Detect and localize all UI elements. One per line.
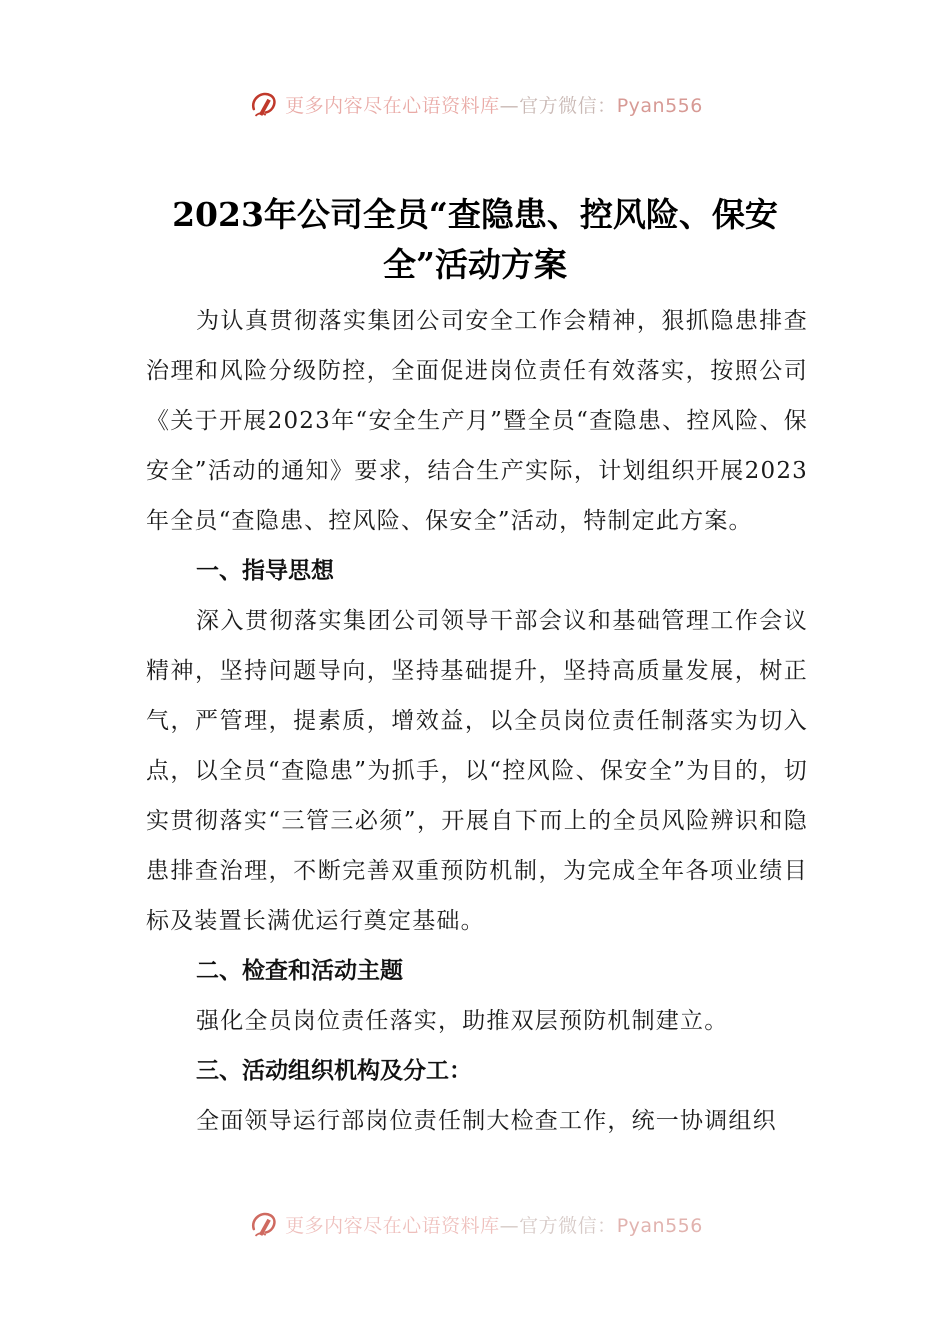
document-title-line-2: 全”活动方案 [383, 245, 567, 284]
watermark-wechat-label: —官方微信： [499, 1214, 617, 1237]
watermark-text [285, 91, 703, 118]
pen-nib-swirl-icon [247, 87, 281, 121]
section-body-theme: 强化全员岗位责任落实，助推双层预防机制建立。 [196, 1008, 729, 1034]
watermark-header [0, 84, 950, 124]
section-heading-organization: 三、活动组织机构及分工： [196, 1058, 472, 1084]
document-title [130, 190, 820, 290]
watermark-text [285, 1211, 703, 1238]
watermark-footer [0, 1204, 950, 1244]
pen-nib-swirl-icon [247, 1207, 281, 1241]
document-title-line-1: 2023年公司全员“查隐患、控风险、保安 [172, 195, 778, 234]
section-body-guiding-ideology: 深入贯彻落实集团公司领导干部会议和基础管理工作会议精神，坚持问题导向，坚持基础提升，坚持高质量发展，树正气，严管理，提素质，增效益，以全员岗位责任制落实为切入点，以全员“查隐患”为抓手，以“控风险、保安全”为目的，切实贯彻落实“三管三必须”，开展自下而上的全员风险辨识和隐患排查治理，不断完善双重预防机制，为完成全年各项业绩目标及装置长满优运行奠定基础。 [146, 608, 808, 934]
section-heading-theme: 二、检查和活动主题 [196, 958, 403, 984]
section-body-organization: 全面领导运行部岗位责任制大检查工作，统一协调组织 [196, 1108, 777, 1134]
watermark-wechat-label: —官方微信： [499, 94, 617, 117]
watermark-site-name: 更多内容尽在心语资料库 [285, 94, 500, 117]
intro-paragraph: 为认真贯彻落实集团公司安全工作会精神，狠抓隐患排查治理和风险分级防控，全面促进岗位责任有效落实，按照公司《关于开展2023年“安全生产月”暨全员“查隐患、控风险、保安全”活动的通知》要求，结合生产实际，计划组织开展2023年全员“查隐患、控风险、保安全”活动，特制定此方案。 [146, 308, 808, 534]
section-heading-guiding-ideology: 一、指导思想 [196, 558, 334, 584]
watermark-site-name: 更多内容尽在心语资料库 [285, 1214, 500, 1237]
watermark-wechat-id: Pyan556 [616, 1214, 703, 1237]
document-body [146, 296, 808, 1146]
watermark-wechat-id: Pyan556 [616, 94, 703, 117]
